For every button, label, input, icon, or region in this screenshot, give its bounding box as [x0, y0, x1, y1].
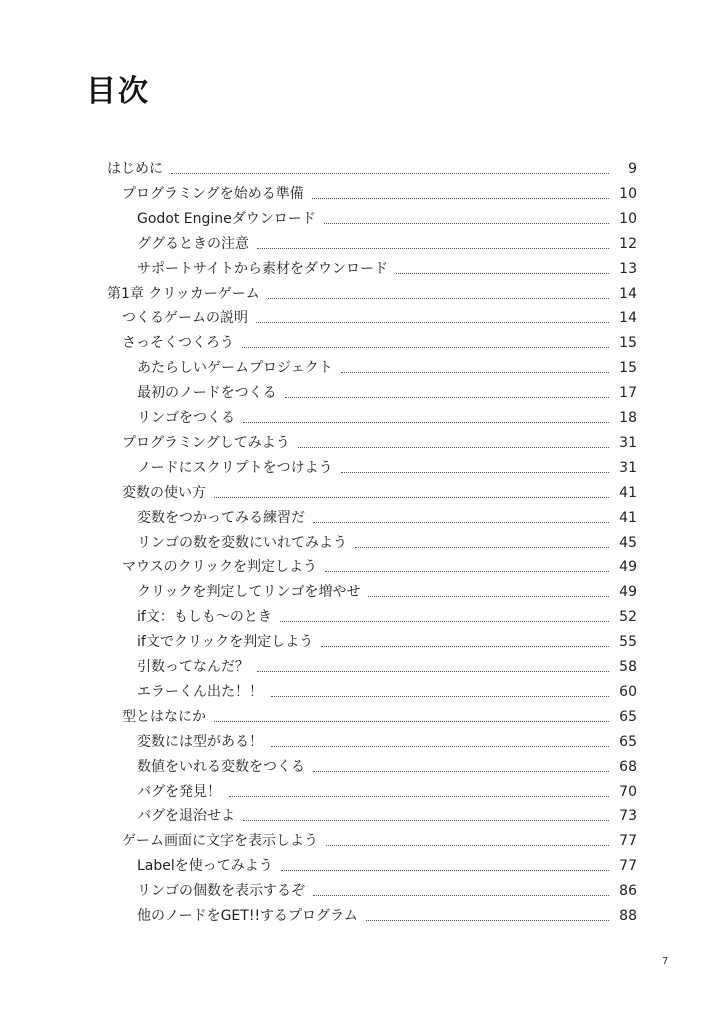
page-title: 目次	[86, 74, 150, 109]
toc-entry-page: 49	[619, 584, 637, 601]
toc-entry	[137, 879, 637, 904]
toc-entry-page: 13	[619, 260, 637, 277]
toc-entry-page: 65	[619, 733, 637, 750]
toc-entry-page: 31	[619, 459, 637, 476]
toc-entry-page: 14	[619, 310, 637, 327]
toc-entry-page: 15	[619, 360, 637, 377]
dot-leader	[243, 820, 609, 821]
dot-leader	[280, 621, 609, 622]
toc-entry	[137, 630, 637, 655]
toc-entry-title: 変数の使い方	[122, 484, 206, 501]
toc-entry-title: 変数には型がある！	[137, 733, 263, 750]
toc-entry-title: Labelを使ってみよう	[137, 858, 273, 875]
dot-leader	[243, 422, 609, 423]
toc-entry	[122, 182, 637, 207]
toc-entry	[122, 481, 637, 506]
toc-entry-page: 88	[619, 908, 637, 924]
toc-entry	[137, 854, 637, 879]
dot-leader	[324, 223, 609, 224]
toc-entry-title: if文でクリックを判定しよう	[137, 634, 314, 651]
dot-leader	[321, 646, 609, 647]
dot-leader	[229, 796, 609, 797]
toc-entry-title: ゲーム画面に文字を表示しよう	[122, 833, 318, 850]
toc-entry	[137, 904, 637, 929]
dot-leader	[271, 696, 609, 697]
toc-entry	[137, 506, 637, 531]
toc-entry	[122, 306, 637, 331]
dot-leader	[281, 870, 609, 871]
dot-leader	[313, 895, 609, 896]
dot-leader	[257, 248, 609, 249]
toc-entry-title: サポートサイトから素材をダウンロード	[137, 260, 389, 277]
dot-leader	[214, 497, 609, 498]
dot-leader	[214, 721, 609, 722]
dot-leader	[257, 671, 609, 672]
toc-entry	[122, 331, 637, 356]
toc-entry-title: 変数をつかってみる練習だ	[137, 509, 305, 526]
toc-entry-title: はじめに	[107, 161, 163, 177]
toc-entry	[137, 456, 637, 481]
toc-entry-page: 86	[619, 883, 637, 900]
dot-leader	[341, 472, 609, 473]
toc-entry	[137, 381, 637, 406]
toc-entry-title: 引数ってなんだ？	[137, 659, 249, 675]
toc-entry-page: 41	[619, 509, 637, 526]
toc-entry-title: マウスのクリックを判定しよう	[122, 559, 318, 576]
toc-entry-page: 15	[619, 335, 637, 352]
toc-entry-page: 77	[619, 833, 637, 850]
toc-entry-page: 52	[619, 609, 637, 626]
toc-entry-page: 14	[619, 285, 637, 302]
toc-entry-page: 58	[619, 659, 637, 675]
dot-leader	[313, 522, 609, 523]
toc-entry	[137, 356, 637, 381]
toc-entry	[137, 755, 637, 780]
toc-entry-page: 49	[619, 559, 637, 576]
toc-entry	[137, 680, 637, 705]
dot-leader	[396, 273, 609, 274]
toc-entry	[107, 157, 637, 182]
toc-entry-title: リンゴをつくる	[137, 410, 235, 426]
dot-leader	[298, 447, 609, 448]
dot-leader	[268, 298, 609, 299]
toc-entry-title: ググるときの注意	[137, 235, 249, 252]
toc-entry	[137, 531, 637, 556]
toc-entry-page: 60	[619, 683, 637, 700]
toc-entry-page: 10	[619, 210, 637, 227]
toc-entry-title: プログラミングを始める準備	[122, 185, 304, 202]
toc-entry	[137, 257, 637, 282]
dot-leader	[242, 347, 609, 348]
toc-entry-title: 第1章 クリッカーゲーム	[107, 285, 260, 302]
dot-leader	[313, 771, 609, 772]
dot-leader	[355, 547, 609, 548]
toc-entry	[137, 232, 637, 257]
toc-entry-page: 73	[619, 808, 637, 825]
toc-entry	[137, 207, 637, 232]
toc-entry-title: つくるゲームの説明	[122, 310, 248, 327]
toc-entry	[137, 580, 637, 605]
dot-leader	[366, 920, 609, 921]
toc-entry	[137, 780, 637, 805]
toc-entry	[122, 431, 637, 456]
toc-entry-page: 10	[619, 185, 637, 202]
toc-entry-page: 18	[619, 410, 637, 426]
dot-leader	[326, 845, 609, 846]
toc-entry	[137, 655, 637, 680]
dot-leader	[285, 397, 609, 398]
toc-entry-page: 55	[619, 634, 637, 651]
toc-entry	[122, 829, 637, 854]
toc-entry	[137, 804, 637, 829]
toc-entry-title: Godot Engineダウンロード	[137, 210, 316, 227]
toc-entry-page: 70	[619, 783, 637, 800]
toc-entry-page: 45	[619, 534, 637, 551]
toc-entry-page: 17	[619, 385, 637, 402]
toc-entry-title: リンゴの個数を表示するぞ	[137, 883, 305, 900]
toc-entry-title: 他のノードをGET!!するプログラム	[137, 908, 358, 924]
dot-leader	[256, 322, 609, 323]
toc-entry-title: バグを退治せよ	[137, 808, 235, 825]
toc-entry-title: あたらしいゲームプロジェクト	[137, 360, 333, 377]
toc-entry	[107, 282, 637, 307]
toc-entry	[122, 705, 637, 730]
toc-entry-title: エラーくん出た！！	[137, 683, 263, 700]
dot-leader	[171, 173, 609, 174]
toc-entry	[137, 605, 637, 630]
toc-entry-page: 12	[619, 235, 637, 252]
toc-entry-title: クリックを判定してリンゴを増やせ	[137, 584, 361, 601]
dot-leader	[341, 372, 609, 373]
toc-entry-title: 型とはなにか	[122, 708, 206, 725]
toc-entry-title: リンゴの数を変数にいれてみよう	[137, 534, 347, 551]
page-number: 7	[662, 956, 669, 967]
toc-entry-page: 41	[619, 484, 637, 501]
dot-leader	[312, 198, 609, 199]
toc-entry-title: さっそくつくろう	[122, 335, 234, 352]
toc-entry-title: 数値をいれる変数をつくる	[137, 758, 305, 775]
dot-leader	[368, 596, 609, 597]
toc-entry-page: 68	[619, 758, 637, 775]
toc-entry-title: 最初のノードをつくる	[137, 385, 277, 402]
dot-leader	[271, 746, 609, 747]
toc-entry	[122, 555, 637, 580]
toc-entry	[137, 406, 637, 431]
toc-entry-title: バグを発見！	[137, 783, 221, 800]
toc-entry-page: 77	[619, 858, 637, 875]
toc-entry-title: ノードにスクリプトをつけよう	[137, 459, 333, 476]
toc-entry-title: プログラミングしてみよう	[122, 434, 290, 451]
dot-leader	[325, 571, 609, 572]
toc-entry-page: 31	[619, 434, 637, 451]
toc-entry-title: if文：もしも〜のとき	[137, 609, 272, 626]
toc-entry	[137, 730, 637, 755]
toc-entry-page: 9	[628, 161, 637, 177]
toc-entry-page: 65	[619, 708, 637, 725]
